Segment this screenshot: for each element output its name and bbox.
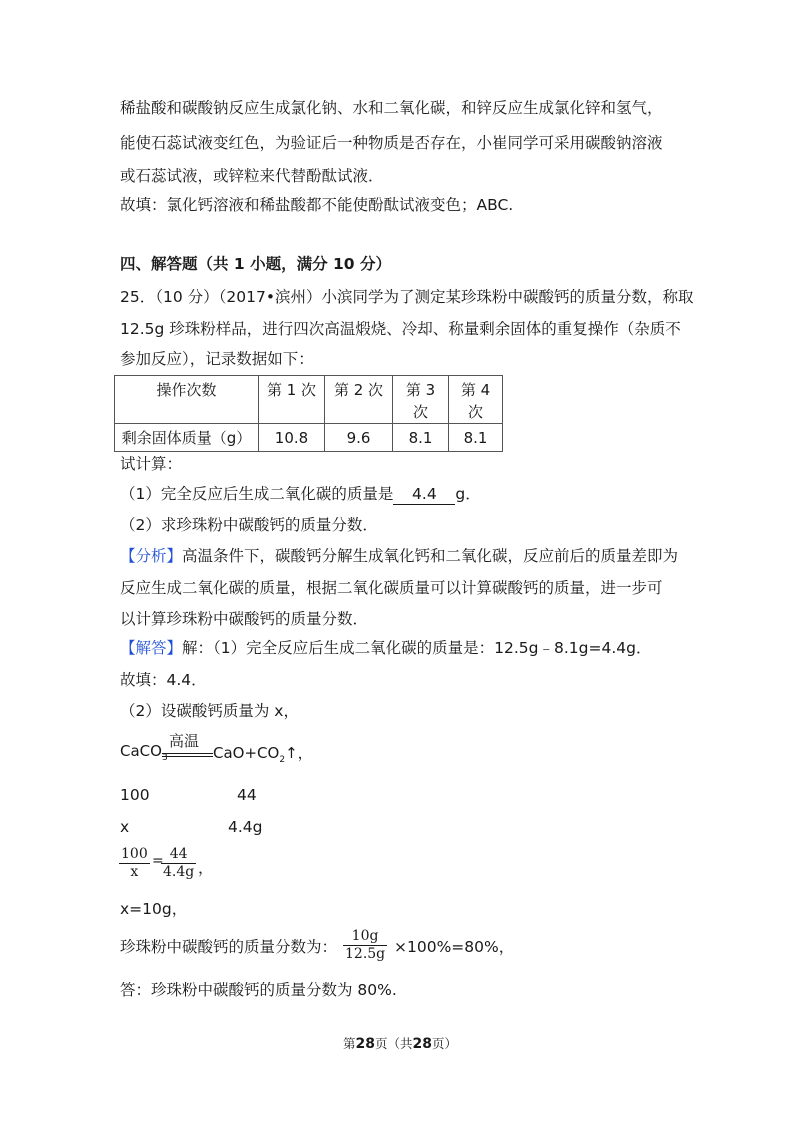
page-footer bbox=[0, 1034, 800, 1052]
solution-tag: 【解答】 bbox=[120, 639, 183, 657]
intro-answer-line: 故填：氯化钙溶液和稀盐酸都不能使酚酞试液变色；ABC. bbox=[120, 196, 514, 214]
ratio-100: 100 bbox=[120, 786, 150, 804]
intro-line-2: 能使石蕊试液变红色，为验证后一种物质是否存在，小崔同学可采用碳酸钠溶液 bbox=[120, 134, 663, 152]
analysis-line-2: 反应生成二氧化碳的质量，根据二氧化碳质量可以计算碳酸钙的质量，进一步可 bbox=[120, 579, 663, 597]
analysis-line-1 bbox=[120, 546, 678, 566]
calc-question-1 bbox=[120, 484, 481, 505]
footer-total-pages: 28 bbox=[412, 1036, 432, 1052]
percentage-label: 珍珠粉中碳酸钙的质量分数为： bbox=[120, 938, 338, 956]
fraction-1-denominator: x bbox=[130, 864, 139, 880]
percentage-numerator: 10g bbox=[343, 928, 387, 946]
equation-right bbox=[213, 742, 313, 765]
table-header-operation: 操作次数 bbox=[115, 376, 259, 424]
table-header-3-line2: 次 bbox=[412, 403, 428, 421]
equation-tail: ↑， bbox=[285, 744, 313, 762]
equation-condition: 高温 bbox=[169, 732, 200, 750]
equation-line-top bbox=[162, 753, 213, 754]
calc-q1-unit: g． bbox=[455, 485, 481, 503]
calc-title: 试计算： bbox=[120, 455, 183, 473]
equation-line-bottom bbox=[162, 756, 213, 757]
intro-line-3: 或石蕊试液，或锌粒来代替酚酞试液． bbox=[120, 167, 384, 185]
ratio-4-4g: 4.4g bbox=[228, 818, 263, 836]
analysis-line-3: 以计算珍珠粉中碳酸钙的质量分数． bbox=[120, 610, 369, 628]
ratio-row-2 bbox=[120, 817, 263, 837]
equation-reactant-subscript: 3 bbox=[161, 753, 168, 763]
calc-q1-text: （1）完全反应后生成二氧化碳的质量是 bbox=[120, 485, 394, 503]
final-answer: 答：珍珠粉中碳酸钙的质量分数为 80%. bbox=[120, 981, 397, 999]
table-header-1: 第 1 次 bbox=[259, 376, 325, 424]
question-line-3: 参加反应），记录数据如下： bbox=[120, 350, 314, 368]
fraction-100-over-x bbox=[119, 846, 150, 881]
question-line-1: 25．（10 分）（2017•滨州）小滨同学为了测定某珍珠粉中碳酸钙的质量分数，称取 bbox=[120, 288, 694, 306]
data-table bbox=[114, 375, 503, 452]
table-cell-1: 10.8 bbox=[259, 424, 325, 452]
percentage-result: ×100%=80%， bbox=[394, 938, 515, 956]
chemical-equation bbox=[120, 733, 320, 773]
equation-left bbox=[120, 742, 168, 763]
solution-line-1 bbox=[120, 638, 651, 658]
ratio-x: x bbox=[120, 818, 130, 836]
table-cell-2: 9.6 bbox=[325, 424, 393, 452]
proportion-equals: = bbox=[152, 853, 164, 869]
calc-question-2: （2）求珍珠粉中碳酸钙的质量分数． bbox=[120, 516, 378, 534]
proportion-tail: ， bbox=[198, 859, 214, 877]
table-header-4-line2: 次 bbox=[467, 403, 483, 421]
question-line-2: 12.5g 珍珠粉样品，进行四次高温煅烧、冷却、称量剩余固体的重复操作（杂质不 bbox=[120, 320, 681, 338]
table-row-label: 剩余固体质量（g） bbox=[115, 424, 259, 452]
table-cell-4: 8.1 bbox=[449, 424, 503, 452]
footer-post: 页） bbox=[431, 1036, 457, 1051]
calc-q1-blank: 4.4 bbox=[393, 484, 455, 505]
percentage-denominator: 12.5g bbox=[345, 946, 386, 962]
fraction-2-denominator: 4.4g bbox=[163, 864, 195, 880]
footer-mid: 页（共 bbox=[374, 1036, 413, 1051]
analysis-text-1: 高温条件下，碳酸钙分解生成氧化钙和二氧化碳，反应前后的质量差即为 bbox=[182, 547, 679, 565]
fraction-2-numerator: 44 bbox=[161, 846, 196, 864]
intro-line-1: 稀盐酸和碳酸钠反应生成氯化钠、水和二氧化碳，和锌反应生成氯化锌和氢气， bbox=[120, 99, 663, 117]
fraction-44-over-4-4g bbox=[161, 846, 196, 881]
fraction-10g-over-12-5g bbox=[343, 928, 387, 963]
solution-text-1: 解：（1）完全反应后生成二氧化碳的质量是：12.5g﹣8.1g=4.4g． bbox=[182, 639, 652, 657]
footer-page-number: 28 bbox=[355, 1036, 375, 1052]
analysis-tag: 【分析】 bbox=[120, 547, 183, 565]
x-result: x=10g， bbox=[120, 900, 188, 918]
footer-pre: 第 bbox=[342, 1036, 356, 1051]
table-header-4 bbox=[449, 376, 503, 424]
equation-reactant: CaCO bbox=[120, 742, 162, 760]
table-header-2: 第 2 次 bbox=[325, 376, 393, 424]
ratio-row-1 bbox=[120, 785, 257, 805]
table-header-4-line1: 第 4 bbox=[460, 381, 491, 399]
equation-product-subscript: 2 bbox=[279, 755, 286, 765]
fraction-1-numerator: 100 bbox=[121, 846, 148, 862]
solution-line-3: （2）设碳酸钙质量为 x， bbox=[120, 702, 299, 720]
table-header-3 bbox=[393, 376, 449, 424]
table-header-3-line1: 第 3 bbox=[405, 381, 436, 399]
equation-product: CaO+CO bbox=[213, 744, 280, 762]
ratio-44: 44 bbox=[237, 786, 257, 804]
table-cell-3: 8.1 bbox=[393, 424, 449, 452]
solution-line-2: 故填：4.4． bbox=[120, 671, 207, 689]
section-heading: 四、解答题（共 1 小题，满分 10 分） bbox=[120, 255, 391, 273]
